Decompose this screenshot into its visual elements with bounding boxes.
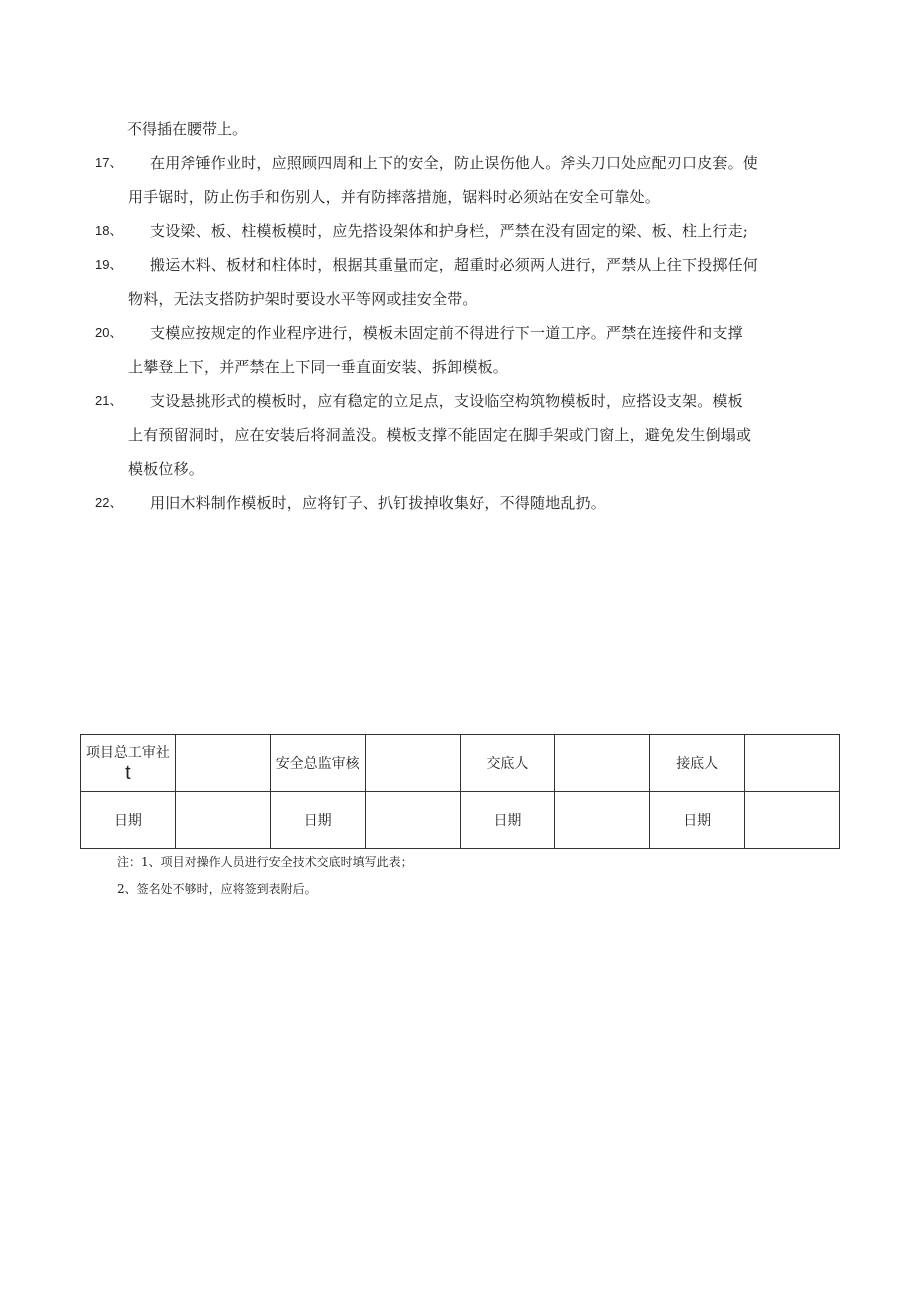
item-text: 用旧木料制作模板时，应将钉子、扒钉拔掉收集好，不得随地乱扔。 (150, 494, 607, 512)
date-cell[interactable] (365, 792, 460, 849)
list-item-17 (95, 146, 840, 214)
item-text-cont: 物料，无法支搭防护架时要设水平等网或挂安全带。 (128, 290, 478, 308)
item-number: 18、 (95, 223, 123, 238)
item-text: 搬运木料、板材和柱体时，根据其重量而定，超重时必须两人进行，严禁从上往下投掷任何 (150, 256, 759, 274)
list-item-20 (95, 316, 840, 384)
item-text-cont: 上攀登上下，并严禁在上下同一垂直面安装、拆卸模板。 (128, 358, 509, 376)
list-item-18 (95, 214, 840, 248)
briefer-label: 交底人 (460, 735, 555, 792)
safety-rules-list (95, 112, 840, 520)
item-text-cont: 模板位移。 (128, 460, 205, 478)
receiver-signature-cell[interactable] (745, 735, 840, 792)
footnotes (117, 849, 413, 903)
item-text-cont: 上有预留洞时，应在安装后将洞盖没。模板支撑不能固定在脚手架或门窗上，避免发生倒塌或 (128, 426, 752, 444)
project-chief-review-label: 项目总工审社 t (81, 735, 176, 792)
item-text-cont: 用手锯时，防止伤手和伤别人，并有防摔落措施，锯料时必须站在安全可靠处。 (128, 188, 661, 206)
item-number: 22、 (95, 495, 123, 510)
list-item-19 (95, 248, 840, 316)
date-cell[interactable] (745, 792, 840, 849)
item-text: 在用斧锤作业时，应照顾四周和上下的安全，防止误伤他人。斧头刀口处应配刃口皮套。使 (150, 154, 759, 172)
receiver-label: 接底人 (650, 735, 745, 792)
date-label: 日期 (460, 792, 555, 849)
item-text: 支模应按规定的作业程序进行，模板未固定前不得进行下一道工序。严禁在连接件和支撑 (150, 324, 743, 342)
item-text: 支设悬挑形式的模板时，应有稳定的立足点，支设临空构筑物模板时，应搭设支架。模板 (150, 392, 743, 410)
list-item-21 (95, 384, 840, 486)
item-number: 21、 (95, 393, 123, 408)
item-number: 20、 (95, 325, 123, 340)
date-label: 日期 (650, 792, 745, 849)
table-row (81, 792, 840, 849)
date-label: 日期 (270, 792, 365, 849)
list-item-22 (95, 486, 840, 520)
list-item-continuation: 不得插在腰带上。 (127, 120, 248, 138)
note-1: 注：1、项目对操作人员进行安全技术交底时填写此表； (117, 855, 413, 869)
safety-director-signature-cell[interactable] (365, 735, 460, 792)
briefer-signature-cell[interactable] (555, 735, 650, 792)
date-cell[interactable] (175, 792, 270, 849)
date-label: 日期 (81, 792, 176, 849)
note-2: 2、签名处不够时，应将签到表附后。 (117, 882, 317, 896)
item-text: 支设梁、板、柱模板模时，应先搭设架体和护身栏，严禁在没有固定的梁、板、柱上行走; (150, 222, 749, 240)
signature-table (80, 734, 840, 849)
table-row (81, 735, 840, 792)
date-cell[interactable] (555, 792, 650, 849)
safety-director-review-label: 安全总监审核 (270, 735, 365, 792)
item-number: 17、 (95, 155, 123, 170)
project-chief-signature-cell[interactable] (175, 735, 270, 792)
item-number: 19、 (95, 257, 123, 272)
